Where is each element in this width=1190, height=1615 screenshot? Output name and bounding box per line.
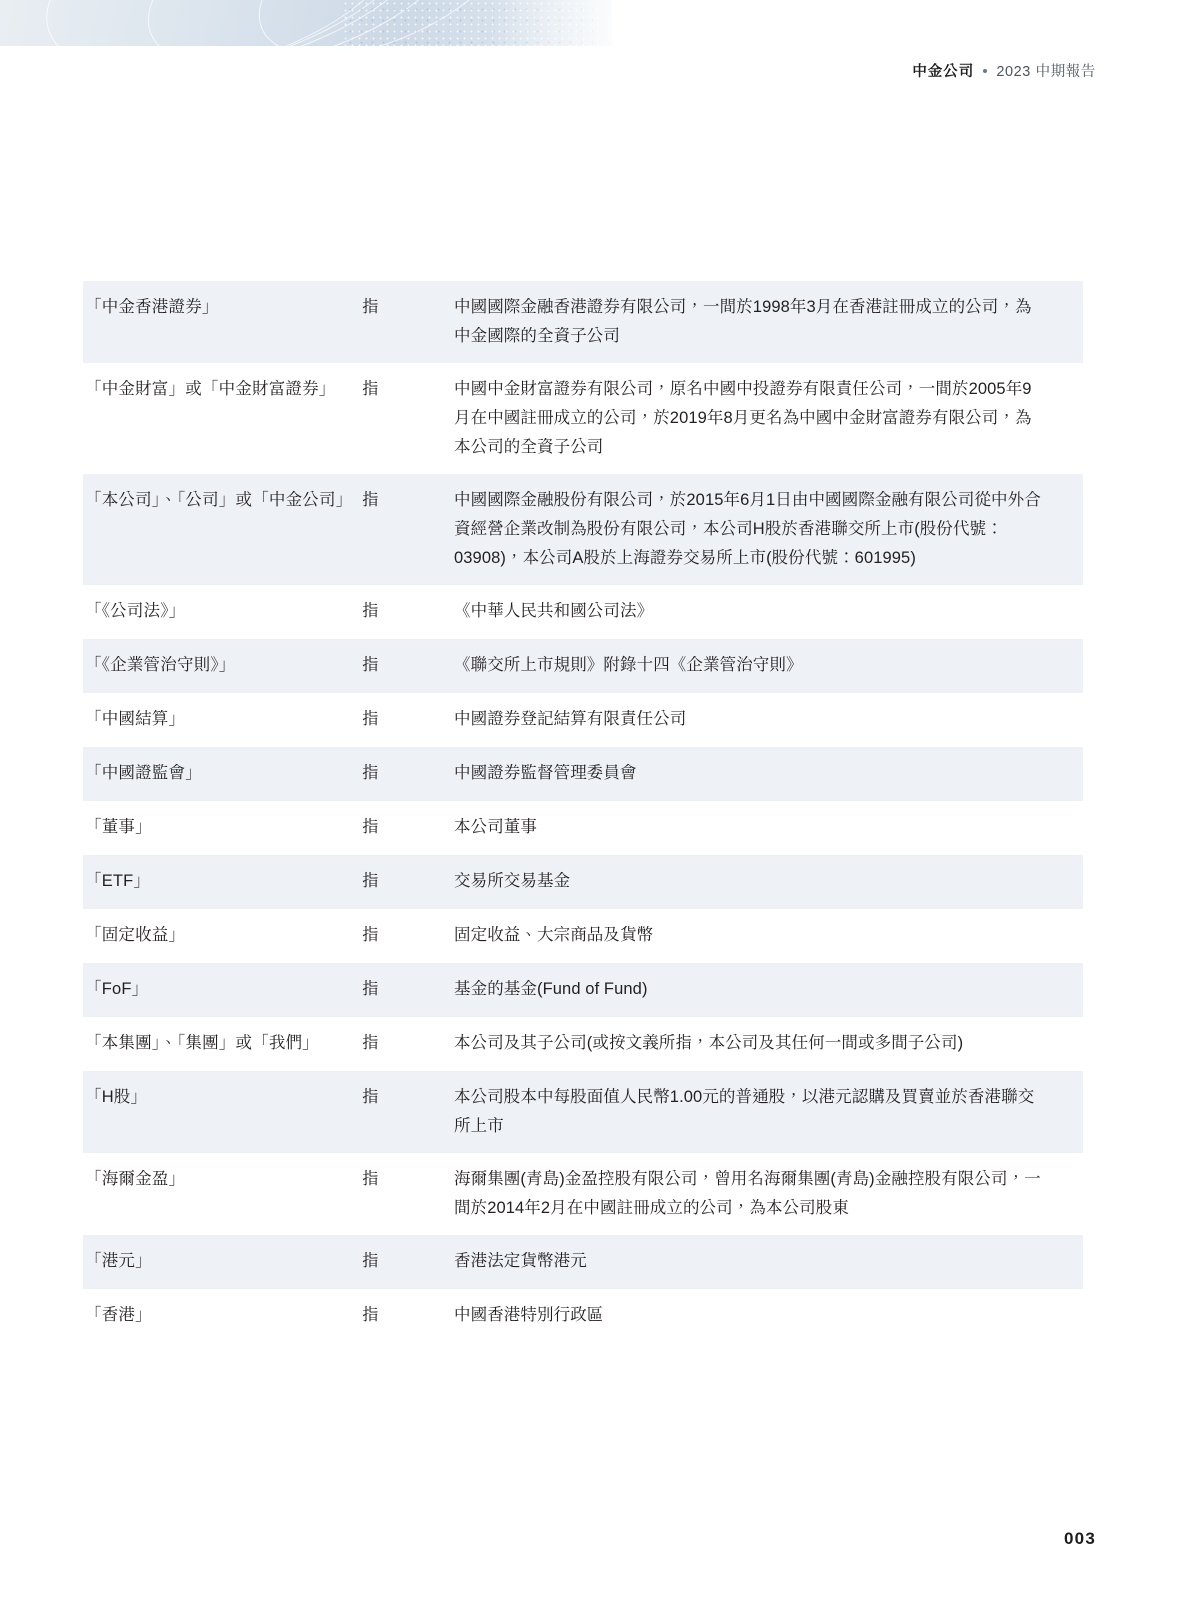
glossary-row <box>83 1153 1083 1235</box>
glossary-definition: 海爾集團(青島)金盈控股有限公司，曾用名海爾集團(青島)金融控股有限公司，一間於2014年2月在中國註冊成立的公司，為本公司股東 <box>454 1170 1041 1217</box>
glossary-term: 「海爾金盈」 <box>85 1170 186 1188</box>
running-head-company: 中金公司 <box>912 64 975 80</box>
glossary-row <box>83 693 1083 747</box>
glossary-means-label: 指 <box>362 1088 379 1106</box>
glossary-table <box>83 281 1083 1343</box>
glossary-means-label: 指 <box>362 602 379 620</box>
glossary-row <box>83 1235 1083 1289</box>
glossary-means-label: 指 <box>362 380 379 398</box>
glossary-row <box>83 963 1083 1017</box>
glossary-definition: 中國證券監督管理委員會 <box>454 764 637 782</box>
glossary-definition: 《中華人民共和國公司法》 <box>454 602 654 620</box>
glossary-row <box>83 909 1083 963</box>
glossary-means-label: 指 <box>362 980 379 998</box>
glossary-row <box>83 474 1083 585</box>
glossary-definition: 中國國際金融股份有限公司，於2015年6月1日由中國國際金融有限公司從中外合資經營企業改制為股份有限公司，本公司H股於香港聯交所上市(股份代號：03908)，本公司A股於上海證券交易所上市(股份代號：601995) <box>454 491 1041 567</box>
glossary-means-label: 指 <box>362 298 379 316</box>
glossary-row <box>83 1071 1083 1153</box>
header-fade-overlay <box>492 0 612 46</box>
glossary-definition: 香港法定貨幣港元 <box>454 1252 587 1270</box>
running-head-report: 2023 中期報告 <box>996 64 1096 80</box>
glossary-means-label: 指 <box>362 710 379 728</box>
glossary-term: 「港元」 <box>85 1252 152 1270</box>
glossary-definition: 中國中金財富證券有限公司，原名中國中投證券有限責任公司，一間於2005年9月在中國註冊成立的公司，於2019年8月更名為中國中金財富證券有限公司，為本公司的全資子公司 <box>454 380 1032 456</box>
glossary-definition: 中國香港特別行政區 <box>454 1306 604 1324</box>
glossary-means-label: 指 <box>362 1306 379 1324</box>
glossary-row <box>83 801 1083 855</box>
glossary-row <box>83 363 1083 474</box>
glossary-definition: 本公司及其子公司(或按文義所指，本公司及其任何一間或多間子公司) <box>454 1034 964 1052</box>
glossary-definition: 固定收益、大宗商品及貨幣 <box>454 926 654 944</box>
glossary-means-label: 指 <box>362 872 379 890</box>
glossary-term: 「中國結算」 <box>85 710 186 728</box>
page-number: 003 <box>1064 1529 1096 1548</box>
glossary-means-label: 指 <box>362 1170 379 1188</box>
glossary-term: 「本公司」、「公司」或「中金公司」 <box>85 491 353 509</box>
glossary-definition: 中國證券登記結算有限責任公司 <box>454 710 687 728</box>
glossary-definition: 本公司董事 <box>454 818 537 836</box>
glossary-row <box>83 639 1083 693</box>
glossary-means-label: 指 <box>362 1252 379 1270</box>
glossary-row <box>83 585 1083 639</box>
glossary-means-label: 指 <box>362 926 379 944</box>
glossary-means-label: 指 <box>362 491 379 509</box>
bullet-separator-icon <box>983 69 987 73</box>
glossary-term: 「香港」 <box>85 1306 152 1324</box>
glossary-row <box>83 1017 1083 1071</box>
running-head <box>912 60 1096 81</box>
glossary-definition: 《聯交所上市規則》附錄十四《企業管治守則》 <box>454 656 803 674</box>
glossary-term: 「ETF」 <box>85 872 151 890</box>
glossary-definition: 本公司股本中每股面值人民幣1.00元的普通股，以港元認購及買賣並於香港聯交所上市 <box>454 1088 1035 1135</box>
glossary-definition: 中國國際金融香港證券有限公司，一間於1998年3月在香港註冊成立的公司，為中金國際的全資子公司 <box>454 298 1032 345</box>
glossary-term: 「中金財富」或「中金財富證券」 <box>85 380 336 398</box>
glossary-means-label: 指 <box>362 764 379 782</box>
glossary-means-label: 指 <box>362 1034 379 1052</box>
glossary-means-label: 指 <box>362 656 379 674</box>
glossary-definition: 交易所交易基金 <box>454 872 571 890</box>
glossary-term: 「《企業管治守則》」 <box>85 656 236 674</box>
glossary-row <box>83 747 1083 801</box>
glossary-term: 「董事」 <box>85 818 152 836</box>
decorative-header-band <box>0 0 612 46</box>
glossary-term: 「本集團」、「集團」或「我們」 <box>85 1034 319 1052</box>
glossary-term: 「FoF」 <box>85 980 149 998</box>
glossary-term: 「H股」 <box>85 1088 148 1106</box>
glossary-term: 「中國證監會」 <box>85 764 202 782</box>
glossary-term: 「中金香港證券」 <box>85 298 219 316</box>
glossary-definition: 基金的基金(Fund of Fund) <box>454 980 648 998</box>
glossary-term: 「固定收益」 <box>85 926 186 944</box>
glossary-row <box>83 855 1083 909</box>
glossary-term: 「《公司法》」 <box>85 602 186 620</box>
glossary-row <box>83 281 1083 363</box>
glossary-means-label: 指 <box>362 818 379 836</box>
glossary-row <box>83 1289 1083 1343</box>
